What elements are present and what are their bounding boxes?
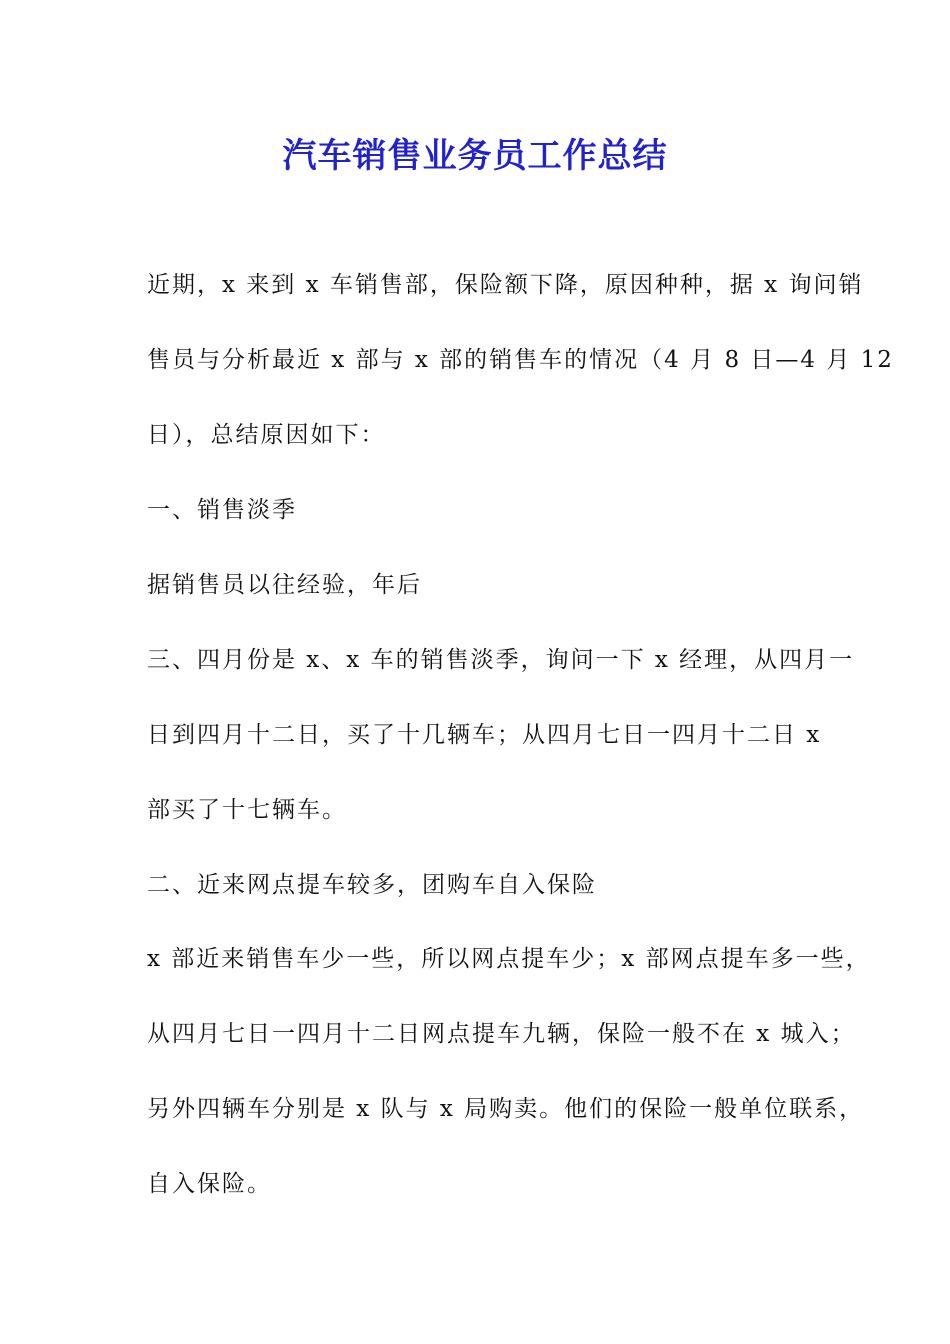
paragraph-line: 近期，x 来到 x 车销售部，保险额下降，原因种种，据 x 询问销 <box>147 272 864 298</box>
paragraph-line: 从四月七日一四月十二日网点提车九辆，保险一般不在 x 城入； <box>147 1021 856 1047</box>
paragraph-line: 三、四月份是 x、x 车的销售淡季，询问一下 x 经理，从四月一 <box>147 647 855 673</box>
paragraph-line: 日到四月十二日，买了十几辆车；从四月七日一四月十二日 x <box>147 722 822 748</box>
paragraph-line: 部买了十七辆车。 <box>147 797 347 823</box>
paragraph-line: 据销售员以往经验，年后 <box>147 572 422 598</box>
paragraph-line: x 部近来销售车少一些，所以网点提车少；x 部网点提车多一些， <box>147 946 871 972</box>
paragraph-line: 售员与分析最近 x 部与 x 部的销售车的情况（4 月 8 日—4 月 12 <box>147 347 894 373</box>
section-heading: 二、近来网点提车较多，团购车自入保险 <box>147 872 597 898</box>
document-title: 汽车销售业务员工作总结 <box>282 136 668 176</box>
paragraph-line: 自入保险。 <box>147 1171 272 1197</box>
paragraph-line: 另外四辆车分别是 x 队与 x 局购卖。他们的保险一般单位联系， <box>147 1096 865 1122</box>
section-heading: 一、销售淡季 <box>147 497 297 523</box>
paragraph-line: 日），总结原因如下： <box>147 422 386 448</box>
